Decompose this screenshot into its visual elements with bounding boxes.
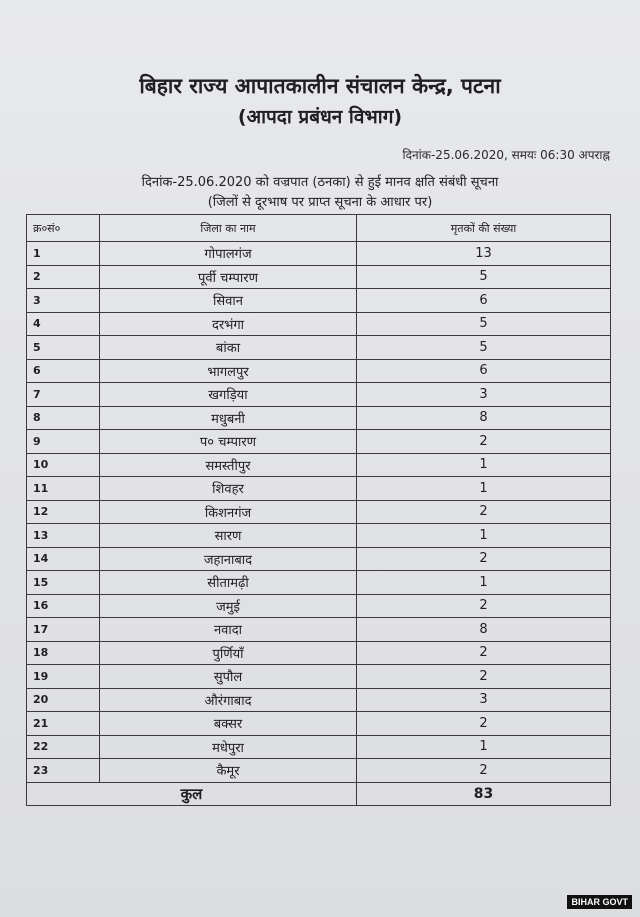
row-district: नवादा	[100, 618, 357, 642]
table-row	[27, 289, 611, 313]
row-serial: 9	[27, 430, 100, 454]
row-deaths: 1	[357, 524, 611, 548]
row-serial: 21	[27, 712, 100, 736]
table-row	[27, 477, 611, 501]
row-district: सिवान	[100, 289, 357, 313]
row-deaths: 2	[357, 712, 611, 736]
table-header-row	[27, 215, 611, 242]
row-serial: 3	[27, 289, 100, 313]
table-row	[27, 524, 611, 548]
table-row	[27, 383, 611, 407]
table-row	[27, 571, 611, 595]
row-serial: 1	[27, 242, 100, 266]
row-district: बांका	[100, 336, 357, 360]
notice-subheading: (जिलों से दूरभाष पर प्राप्त सूचना के आधार पर)	[207, 195, 433, 210]
row-district: औरंगाबाद	[100, 688, 357, 712]
row-district: समस्तीपुर	[100, 453, 357, 477]
row-district: गोपालगंज	[100, 242, 357, 266]
row-district: सुपौल	[100, 665, 357, 689]
page-subtitle: (आपदा प्रबंधन विभाग)	[237, 106, 403, 128]
row-serial: 8	[27, 406, 100, 430]
row-district: खगड़िया	[100, 383, 357, 407]
header-district: जिला का नाम	[100, 215, 357, 242]
row-serial: 2	[27, 265, 100, 289]
row-deaths: 1	[357, 477, 611, 501]
row-serial: 7	[27, 383, 100, 407]
row-district: पुर्णियाँ	[100, 641, 357, 665]
row-serial: 20	[27, 688, 100, 712]
table-row	[27, 641, 611, 665]
row-district: दरभंगा	[100, 312, 357, 336]
table-row	[27, 312, 611, 336]
row-district: प० चम्पारण	[100, 430, 357, 454]
row-district: कैमूर	[100, 759, 357, 783]
total-value: 83	[357, 782, 611, 806]
row-district: पूर्वी चम्पारण	[100, 265, 357, 289]
row-district: सीतामढ़ी	[100, 571, 357, 595]
table-row	[27, 265, 611, 289]
table-row	[27, 618, 611, 642]
row-deaths: 1	[357, 735, 611, 759]
table-row	[27, 359, 611, 383]
row-deaths: 2	[357, 500, 611, 524]
table-row	[27, 453, 611, 477]
table-row	[27, 735, 611, 759]
watermark-badge: BIHAR GOVT	[567, 895, 632, 909]
row-district: शिवहर	[100, 477, 357, 501]
header-deaths: मृतकों की संख्या	[357, 215, 611, 242]
notice-heading: दिनांक-25.06.2020 को वज्रपात (ठनका) से हुई मानव क्षति संबंधी सूचना	[141, 175, 499, 190]
table-row	[27, 500, 611, 524]
row-deaths: 2	[357, 547, 611, 571]
row-district: मधुबनी	[100, 406, 357, 430]
row-deaths: 2	[357, 665, 611, 689]
row-deaths: 6	[357, 359, 611, 383]
row-deaths: 8	[357, 406, 611, 430]
row-deaths: 13	[357, 242, 611, 266]
row-district: भागलपुर	[100, 359, 357, 383]
row-district: किशनगंज	[100, 500, 357, 524]
row-serial: 4	[27, 312, 100, 336]
row-deaths: 1	[357, 453, 611, 477]
table-row	[27, 665, 611, 689]
row-deaths: 6	[357, 289, 611, 313]
row-serial: 6	[27, 359, 100, 383]
table-row	[27, 430, 611, 454]
casualty-table	[26, 214, 611, 806]
row-serial: 10	[27, 453, 100, 477]
table-row	[27, 547, 611, 571]
row-serial: 14	[27, 547, 100, 571]
row-deaths: 5	[357, 336, 611, 360]
row-serial: 15	[27, 571, 100, 595]
table-row	[27, 336, 611, 360]
row-serial: 13	[27, 524, 100, 548]
table-row	[27, 759, 611, 783]
row-serial: 17	[27, 618, 100, 642]
total-label: कुल	[27, 782, 357, 806]
row-serial: 16	[27, 594, 100, 618]
row-district: जहानाबाद	[100, 547, 357, 571]
date-time-line: दिनांक-25.06.2020, समयः 06:30 अपराह्न	[402, 148, 610, 162]
header-serial: क्र०सं०	[27, 215, 100, 242]
row-serial: 18	[27, 641, 100, 665]
row-district: बक्सर	[100, 712, 357, 736]
row-deaths: 5	[357, 265, 611, 289]
row-district: मधेपुरा	[100, 735, 357, 759]
row-serial: 23	[27, 759, 100, 783]
table-row	[27, 712, 611, 736]
row-serial: 22	[27, 735, 100, 759]
row-serial: 12	[27, 500, 100, 524]
table-row	[27, 594, 611, 618]
row-serial: 11	[27, 477, 100, 501]
table-row	[27, 688, 611, 712]
row-district: सारण	[100, 524, 357, 548]
row-deaths: 2	[357, 430, 611, 454]
row-deaths: 1	[357, 571, 611, 595]
row-serial: 19	[27, 665, 100, 689]
row-deaths: 2	[357, 759, 611, 783]
table-row	[27, 406, 611, 430]
row-deaths: 5	[357, 312, 611, 336]
row-deaths: 3	[357, 383, 611, 407]
table-body	[27, 242, 611, 783]
row-deaths: 3	[357, 688, 611, 712]
page-title: बिहार राज्य आपातकालीन संचालन केन्द्र, पटना	[139, 74, 501, 98]
total-row	[27, 782, 611, 806]
row-serial: 5	[27, 336, 100, 360]
table-row	[27, 242, 611, 266]
row-deaths: 8	[357, 618, 611, 642]
row-deaths: 2	[357, 594, 611, 618]
row-district: जमुई	[100, 594, 357, 618]
row-deaths: 2	[357, 641, 611, 665]
